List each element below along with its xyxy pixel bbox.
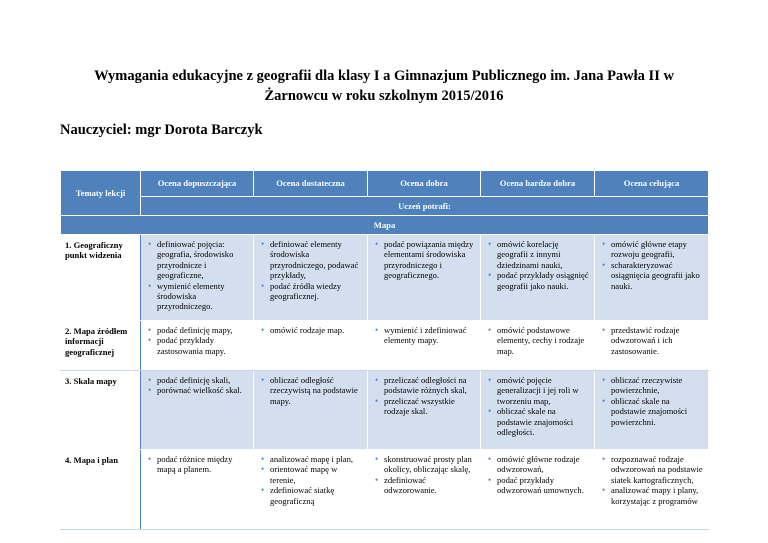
requirement-item: • definiować pojęcia: geografia, środowisko przyrodnicze i geograficzne, <box>157 239 250 281</box>
lesson-title: 2. Mapa źródłem informacji geograficznej <box>61 321 141 371</box>
requirement-cell <box>254 321 368 371</box>
requirement-item: • zdefiniować siatkę geograficzną <box>270 485 364 506</box>
requirement-list <box>254 321 367 339</box>
lessons-header: Tematy lekcji <box>61 171 141 216</box>
requirement-list <box>481 371 594 441</box>
requirement-list <box>595 371 708 431</box>
requirement-cell <box>481 371 595 450</box>
requirement-list <box>254 450 367 510</box>
requirement-item: • omówić rodzaje map. <box>270 325 364 335</box>
requirement-list <box>368 321 480 350</box>
requirement-cell <box>254 235 368 321</box>
column-header-bardzo-dobra: Ocena bardzo dobra <box>481 171 595 197</box>
requirement-cell <box>481 450 595 530</box>
requirement-cell <box>368 235 481 321</box>
requirement-cell <box>141 450 254 530</box>
column-header-dostateczna: Ocena dostateczna <box>254 171 368 197</box>
table-row <box>61 371 709 450</box>
table-row <box>61 235 709 321</box>
requirement-cell <box>141 321 254 371</box>
requirement-item: • omówić pojęcie generalizacji i jej roli w tworzeniu map, <box>497 375 591 406</box>
requirement-item: • podać definicję skali, <box>157 375 250 385</box>
column-header-dobra: Ocena dobra <box>368 171 481 197</box>
requirement-item: • orientować mapę w terenie, <box>270 464 364 485</box>
requirement-item: • rozpoznawać rodzaje odwzorowań na podstawie siatek kartograficznych, <box>611 454 705 485</box>
requirement-item: • podać różnice między mapą a planem. <box>157 454 250 475</box>
title-line-2: Żarnowcu w roku szkolnym 2015/2016 <box>264 88 504 104</box>
requirement-list <box>595 235 708 295</box>
requirement-cell <box>595 235 709 321</box>
requirement-item: • omówić główne rodzaje odwzorowań, <box>497 454 591 475</box>
student-can-subheader: Uczeń potrafi: <box>141 197 709 216</box>
requirement-cell <box>141 371 254 450</box>
requirement-item: • podać przykłady zastosowania mapy. <box>157 335 250 356</box>
requirement-list <box>141 450 253 479</box>
requirement-cell <box>481 321 595 371</box>
requirement-cell <box>368 371 481 450</box>
requirements-table <box>60 170 709 530</box>
requirement-item: • przeliczać odległości na podstawie różnych skal, <box>384 375 477 396</box>
requirement-item: • omówić podstawowe elementy, cechy i rodzaje map. <box>497 325 591 356</box>
requirement-item: • omówić główne etapy rozwoju geografii, <box>611 239 705 260</box>
requirement-item: • porównać wielkość skal. <box>157 385 250 395</box>
title-line-1: Wymagania edukacyjne z geografii dla klasy I a Gimnazjum Publicznego im. Jana Pawła II w <box>94 68 674 84</box>
requirement-list <box>368 450 480 500</box>
requirement-cell <box>141 235 254 321</box>
column-header-celujaca: Ocena celująca <box>595 171 709 197</box>
requirement-list <box>254 235 367 305</box>
requirement-cell <box>595 371 709 450</box>
requirement-list <box>595 450 708 510</box>
requirement-cell <box>254 371 368 450</box>
requirement-item: • podać przykłady odwzorowań umownych. <box>497 475 591 496</box>
table-row <box>61 450 709 530</box>
document-title <box>60 66 708 106</box>
requirement-item: • obliczać skale na podstawie znajomości odległości. <box>497 406 591 437</box>
requirement-list <box>481 450 594 500</box>
requirement-item: • obliczać skale na podstawie znajomości powierzchni. <box>611 396 705 427</box>
requirement-list <box>141 235 253 316</box>
requirement-item: • skonstruować prosty plan okolicy, obliczając skalę, <box>384 454 477 475</box>
section-header-mapa: Mapa <box>61 216 709 235</box>
requirement-list <box>481 235 594 295</box>
requirement-item: • analizować mapy i plany, korzystając z programów <box>611 485 705 506</box>
requirement-list <box>368 235 480 285</box>
teacher-name: Nauczyciel: mgr Dorota Barczyk <box>60 122 263 138</box>
requirement-item: • scharakteryzować osiągnięcia geografii jako nauki. <box>611 260 705 291</box>
requirement-item: • wymienić i zdefiniować elementy mapy. <box>384 325 477 346</box>
requirement-cell <box>254 450 368 530</box>
requirement-item: • obliczać rzeczywiste powierzchnie, <box>611 375 705 396</box>
requirement-item: • obliczać odległość rzeczywistą na podstawie mapy. <box>270 375 364 406</box>
requirement-list <box>595 321 708 360</box>
lesson-title: 3. Skala mapy <box>61 371 141 450</box>
requirement-item: • analizować mapę i plan, <box>270 454 364 464</box>
requirement-item: • zdefiniować odwzorowanie. <box>384 475 477 496</box>
requirement-list <box>368 371 480 421</box>
requirement-item: • podać powiązania między elementami środowiska przyrodniczego i geograficznego. <box>384 239 477 281</box>
requirement-cell <box>595 321 709 371</box>
requirement-item: • podać definicję mapy, <box>157 325 250 335</box>
requirement-item: • wymienić elementy środowiska przyrodniczego. <box>157 281 250 312</box>
requirement-cell <box>481 235 595 321</box>
requirement-item: • podać przykłady osiągnięć geografii jako nauki. <box>497 270 591 291</box>
lesson-title: 1. Geograficzny punkt widzenia <box>61 235 141 321</box>
requirement-list <box>481 321 594 360</box>
requirement-item: • omówić korelację geografii z innymi dziedzinami nauki, <box>497 239 591 270</box>
requirement-item: • przedstawić rodzaje odwzorowań i ich zastosowanie. <box>611 325 705 356</box>
requirement-cell <box>368 450 481 530</box>
requirement-cell <box>595 450 709 530</box>
requirement-cell <box>368 321 481 371</box>
table-row <box>61 321 709 371</box>
requirement-list <box>141 321 253 360</box>
column-header-dopuszczajaca: Ocena dopuszczająca <box>141 171 254 197</box>
requirement-list <box>254 371 367 410</box>
requirement-item: • definiować elementy środowiska przyrodniczego, podawać przykłady, <box>270 239 364 281</box>
requirement-item: • podać źródła wiedzy geograficznej. <box>270 281 364 302</box>
requirement-list <box>141 371 253 400</box>
lesson-title: 4. Mapa i plan <box>61 450 141 530</box>
requirement-item: • przeliczać wszystkie rodzaje skal. <box>384 396 477 417</box>
